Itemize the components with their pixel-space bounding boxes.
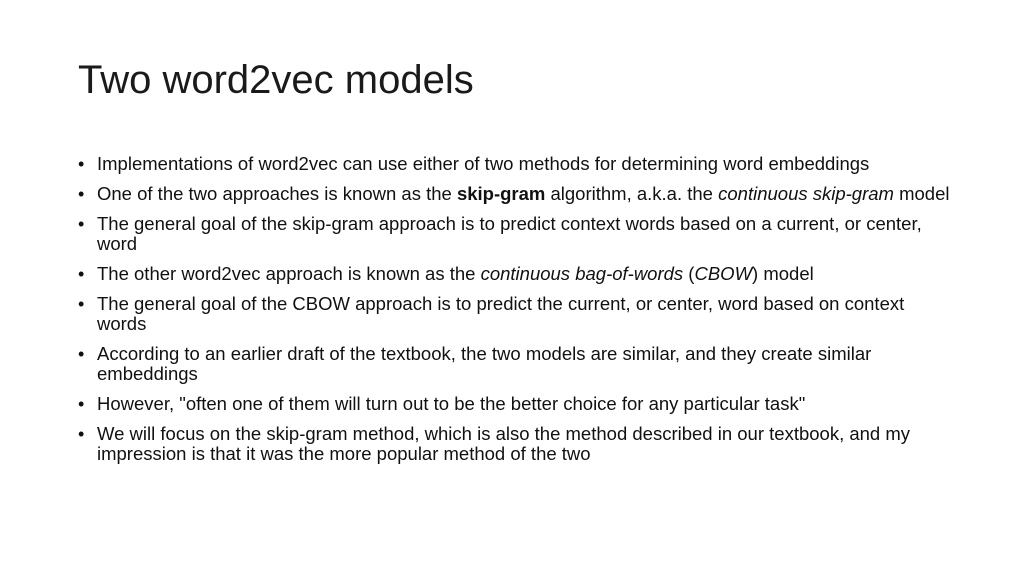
bullet-text-segment: The other word2vec approach is known as the [97,263,481,284]
bullet-text-segment: skip-gram [456,183,546,204]
bullet-item [78,394,958,414]
bullet-text-segment: model [893,183,950,204]
bullet-item [78,184,958,204]
bullet-text-segment: According to an earlier draft of the textbook, the two models are similar, and they create similar embeddings [97,343,872,384]
bullet-dot-icon: • [78,214,85,234]
bullet-text-segment: Implementations of word2vec can use either of two methods for determining word embeddings [97,153,870,174]
bullet-text-segment: One of the two approaches is known as the [97,183,457,204]
bullet-text-segment: ) model [752,263,814,284]
bullet-dot-icon: • [78,264,85,284]
bullet-text-segment: We will focus on the skip-gram method, which is also the method described in our textbook, and my impression is that it was the more popular method of the two [97,423,911,464]
bullet-dot-icon: • [78,424,85,444]
bullet-item [78,214,958,254]
slide-title: Two word2vec models [78,58,474,102]
bullet-text-segment: The general goal of the CBOW approach is to predict the current, or center, word based on context words [97,293,905,334]
bullet-dot-icon: • [78,294,85,314]
bullet-item [78,424,958,464]
bullet-dot-icon: • [78,394,85,414]
bullet-item [78,264,958,284]
bullet-list [78,154,958,474]
bullet-text-segment: However, "often one of them will turn out to be the better choice for any particular task" [97,393,806,414]
bullet-text-segment: ( [683,263,695,284]
bullet-dot-icon: • [78,184,85,204]
bullet-text-segment: algorithm, a.k.a. the [545,183,719,204]
bullet-text-segment: continuous skip-gram [718,183,894,204]
bullet-text-segment: continuous bag-of-words [480,263,684,284]
bullet-item [78,154,958,174]
bullet-dot-icon: • [78,344,85,364]
bullet-text-segment: CBOW [694,263,753,284]
bullet-dot-icon: • [78,154,85,174]
bullet-item [78,344,958,384]
bullet-item [78,294,958,334]
bullet-text-segment: The general goal of the skip-gram approach is to predict context words based on a current, or center, word [97,213,922,254]
